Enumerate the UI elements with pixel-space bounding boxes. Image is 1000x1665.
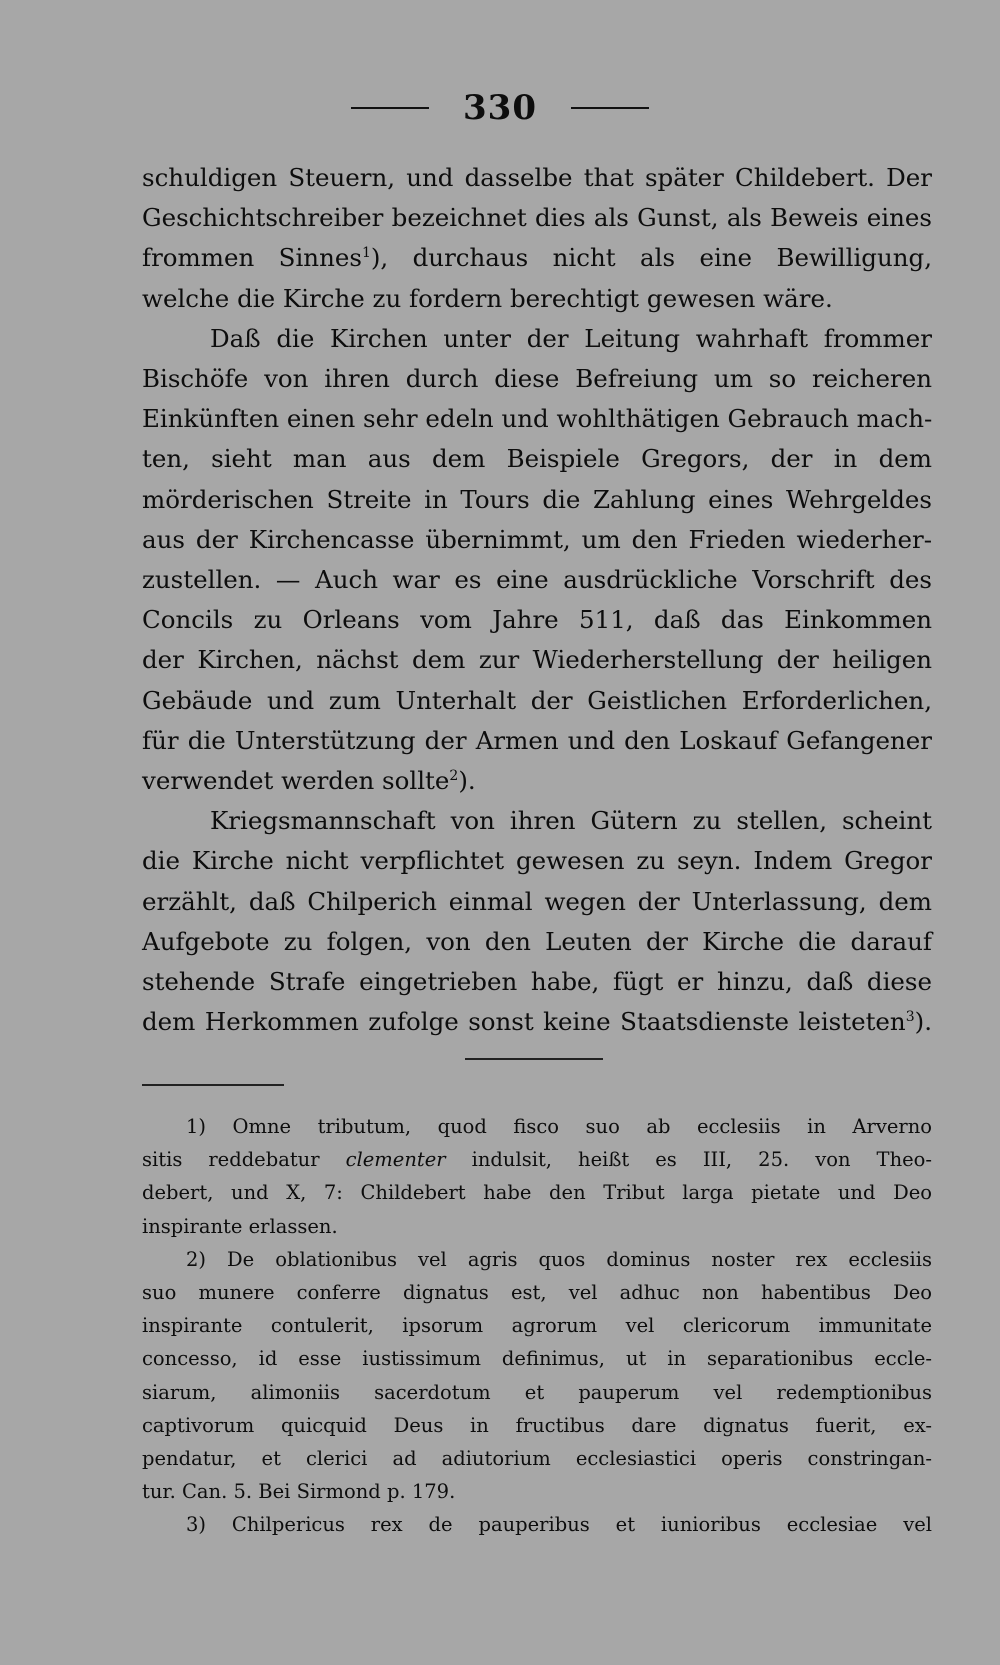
footnote-line: inspirante erlassen. — [142, 1214, 338, 1238]
footnote-line: pendatur, et clerici ad adiutorium ecclesiastici operis constringan- — [142, 1447, 932, 1471]
footnote-line: debert, und X, 7: Childebert habe den Tribut larga pietate und Deo — [142, 1181, 932, 1205]
italic-word: clementer — [345, 1148, 446, 1172]
footnote-line: 3) Chilpericus rex de pauperibus et iunioribus ecclesiae vel — [186, 1513, 932, 1537]
footnotes — [142, 1110, 932, 1542]
footnote-line: inspirante contulerit, ipsorum agrorum vel clericorum immunitate — [142, 1314, 932, 1338]
page-header — [0, 88, 1000, 128]
body-line: der Kirchen, nächst dem zur Wiederherstellung der heiligen — [142, 645, 932, 675]
body-line: für die Unterstützung der Armen und den Loskauf Gefangener — [142, 725, 932, 755]
body-line: zustellen. — Auch war es eine ausdrückliche Vorschrift des — [142, 565, 932, 595]
body-line: schuldigen Steuern, und dasselbe that später Childebert. Der — [142, 163, 932, 192]
body-line: Bischöfe von ihren durch diese Befreiung um so reicheren — [142, 364, 932, 394]
body-line: Kriegsmannschaft von ihren Gütern zu stellen, scheint — [210, 806, 932, 836]
body-line: Daß die Kirchen unter der Leitung wahrhaft frommer — [210, 323, 932, 353]
section-divider — [465, 1058, 603, 1060]
body-line: dem Herkommen zufolge sonst keine Staatsdienste leisteten$^3$). — [142, 1007, 932, 1037]
footnote-line: sitis reddebatur clementer indulsit, heißt es III, 25. von Theo- — [142, 1148, 932, 1172]
header-rule-right — [571, 107, 649, 109]
footnote-line: 2) De oblationibus vel agris quos dominus noster rex ecclesiis — [186, 1247, 932, 1271]
footnote-line: tur. Can. 5. Bei Sirmond p. 179. — [142, 1480, 456, 1504]
body-line: stehende Strafe eingetrieben habe, fügt er hinzu, daß diese — [142, 967, 932, 997]
footnote-marker: 2 — [449, 767, 459, 784]
body-line: ten, sieht man aus dem Beispiele Gregors, der in dem — [142, 444, 932, 474]
body-line: erzählt, daß Chilperich einmal wegen der Unterlassung, dem — [142, 886, 932, 916]
footnote-divider — [142, 1084, 284, 1086]
footnote-marker: 3 — [905, 1009, 915, 1026]
body-line: Aufgebote zu folgen, von den Leuten der Kirche die darauf — [142, 926, 932, 956]
body-line: die Kirche nicht verpflichtet gewesen zu seyn. Indem Gregor — [142, 846, 932, 876]
body-line: mörderischen Streite in Tours die Zahlung eines Wehrgeldes — [142, 484, 932, 514]
footnote-line: suo munere conferre dignatus est, vel adhuc non habentibus Deo — [142, 1281, 932, 1305]
body-line: frommen Sinnes$^1$), durchaus nicht als eine Bewilligung, — [142, 243, 932, 273]
footnote-line: captivorum quicquid Deus in fructibus dare dignatus fuerit, ex- — [142, 1413, 932, 1437]
footnote-line: concesso, id esse iustissimum definimus, ut in separationibus eccle- — [142, 1347, 932, 1371]
body-line: verwendet werden sollte$^2$). — [142, 766, 476, 796]
body-line: aus der Kirchencasse übernimmt, um den Frieden wiederher- — [142, 524, 932, 554]
body-text — [142, 158, 932, 1042]
body-line: Einkünften einen sehr edeln und wohlthätigen Gebrauch mach- — [142, 404, 933, 434]
body-line: welche die Kirche zu fordern berechtigt gewesen wäre. — [142, 283, 833, 313]
header-rule-left — [351, 107, 429, 109]
body-line: Concils zu Orleans vom Jahre 511, daß das Einkommen — [142, 605, 932, 635]
footnote-line: 1) Omne tributum, quod fisco suo ab ecclesiis in Arverno — [186, 1115, 932, 1138]
body-line: Gebäude und zum Unterhalt der Geistlichen Erforderlichen, — [142, 685, 932, 715]
footnote-line: siarum, alimoniis sacerdotum et pauperum vel redemptionibus — [142, 1380, 932, 1404]
page-number: 330 — [463, 88, 537, 128]
footnote-marker: 1 — [361, 245, 371, 262]
body-line: Geschichtschreiber bezeichnet dies als Gunst, als Beweis eines — [142, 203, 932, 233]
